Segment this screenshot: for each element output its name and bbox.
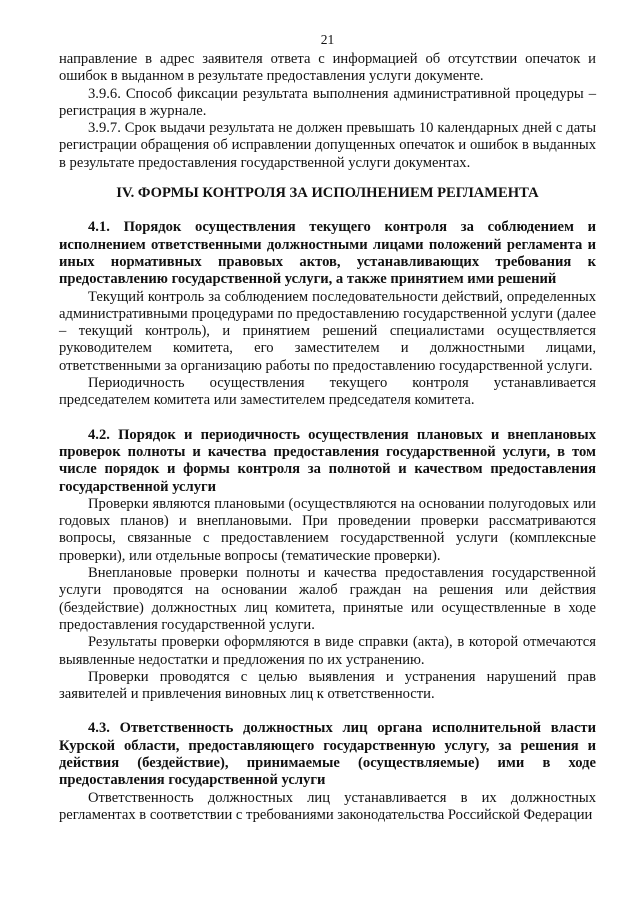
subsection-heading-4-3: 4.3. Ответственность должностных лиц органа исполнительной власти Курской области, предоставляющего государственную услугу, за решения и действия (бездействие), принимаемые (осуществляемые) ими в ходе предоставления государственной услуги — [59, 720, 596, 789]
paragraph-continued: направление в адрес заявителя ответа с информацией об отсутствии опечаток и ошибок в выданном в результате предоставления услуги документе. — [59, 51, 596, 85]
paragraph: Результаты проверки оформляются в виде справки (акта), в которой отмечаются выявленные недостатки и предложения по их устранению. — [59, 634, 596, 668]
paragraph: Периодичность осуществления текущего контроля устанавливается председателем комитета или заместителем председателя комитета. — [59, 375, 596, 409]
spacer — [59, 703, 596, 720]
page-number: 21 — [320, 32, 335, 47]
spacer — [59, 410, 596, 427]
subsection-heading-4-2: 4.2. Порядок и периодичность осуществления плановых и внеплановых проверок полноты и качества предоставления государственной услуги, в том числе порядок и формы контроля за полнотой и качеством предоставления государственной услуги — [59, 426, 596, 495]
paragraph-3-9-6: 3.9.6. Способ фиксации результата выполнения административной процедуры – регистрация в журнале. — [59, 85, 596, 119]
paragraph-3-9-7: 3.9.7. Срок выдачи результата не должен превышать 10 календарных дней с даты регистрации обращения об исправлении допущенных опечаток и ошибок в выданных в результате предоставления государственной услуги документах. — [59, 120, 596, 171]
paragraph: Проверки являются плановыми (осуществляются на основании полугодовых или годовых планов) и внеплановыми. При проведении проверки рассматриваются вопросы, связанные с предоставлением государственной услуги (комплексные проверки), или отдельные вопросы (тематические проверки). — [59, 495, 596, 564]
paragraph: Внеплановые проверки полноты и качества предоставления государственной услуги проводятся на основании жалоб граждан на решения или действия (бездействие) должностных лиц комитета, принятые или осуществленные в ходе предоставления государственной услуги. — [59, 565, 596, 633]
section-title: IV. ФОРМЫ КОНТРОЛЯ ЗА ИСПОЛНЕНИЕМ РЕГЛАМЕНТА — [116, 185, 539, 202]
subsection-heading-4-1: 4.1. Порядок осуществления текущего контроля за соблюдением и исполнением ответственными должностными лицами положений регламента и иных нормативных правовых актов, устанавливающих требования к предоставлению государственной услуги, а также принятием ими решений — [59, 219, 596, 288]
paragraph: Текущий контроль за соблюдением последовательности действий, определенных административными процедурами по предоставлению государственной услуги (далее – текущий контроль), и принятием решений специалистами осуществляется руководителем комитета, его заместителем и должностными лицами, ответственными за организацию работы по предоставлению государственной услуги. — [59, 288, 596, 374]
paragraph: Ответственность должностных лиц устанавливается в их должностных регламентах в соответствии с требованиями законодательства Российской Федерации — [59, 789, 596, 823]
paragraph: Проверки проводятся с целью выявления и устранения нарушений прав заявителей и привлечения виновных лиц к ответственности. — [59, 668, 596, 703]
